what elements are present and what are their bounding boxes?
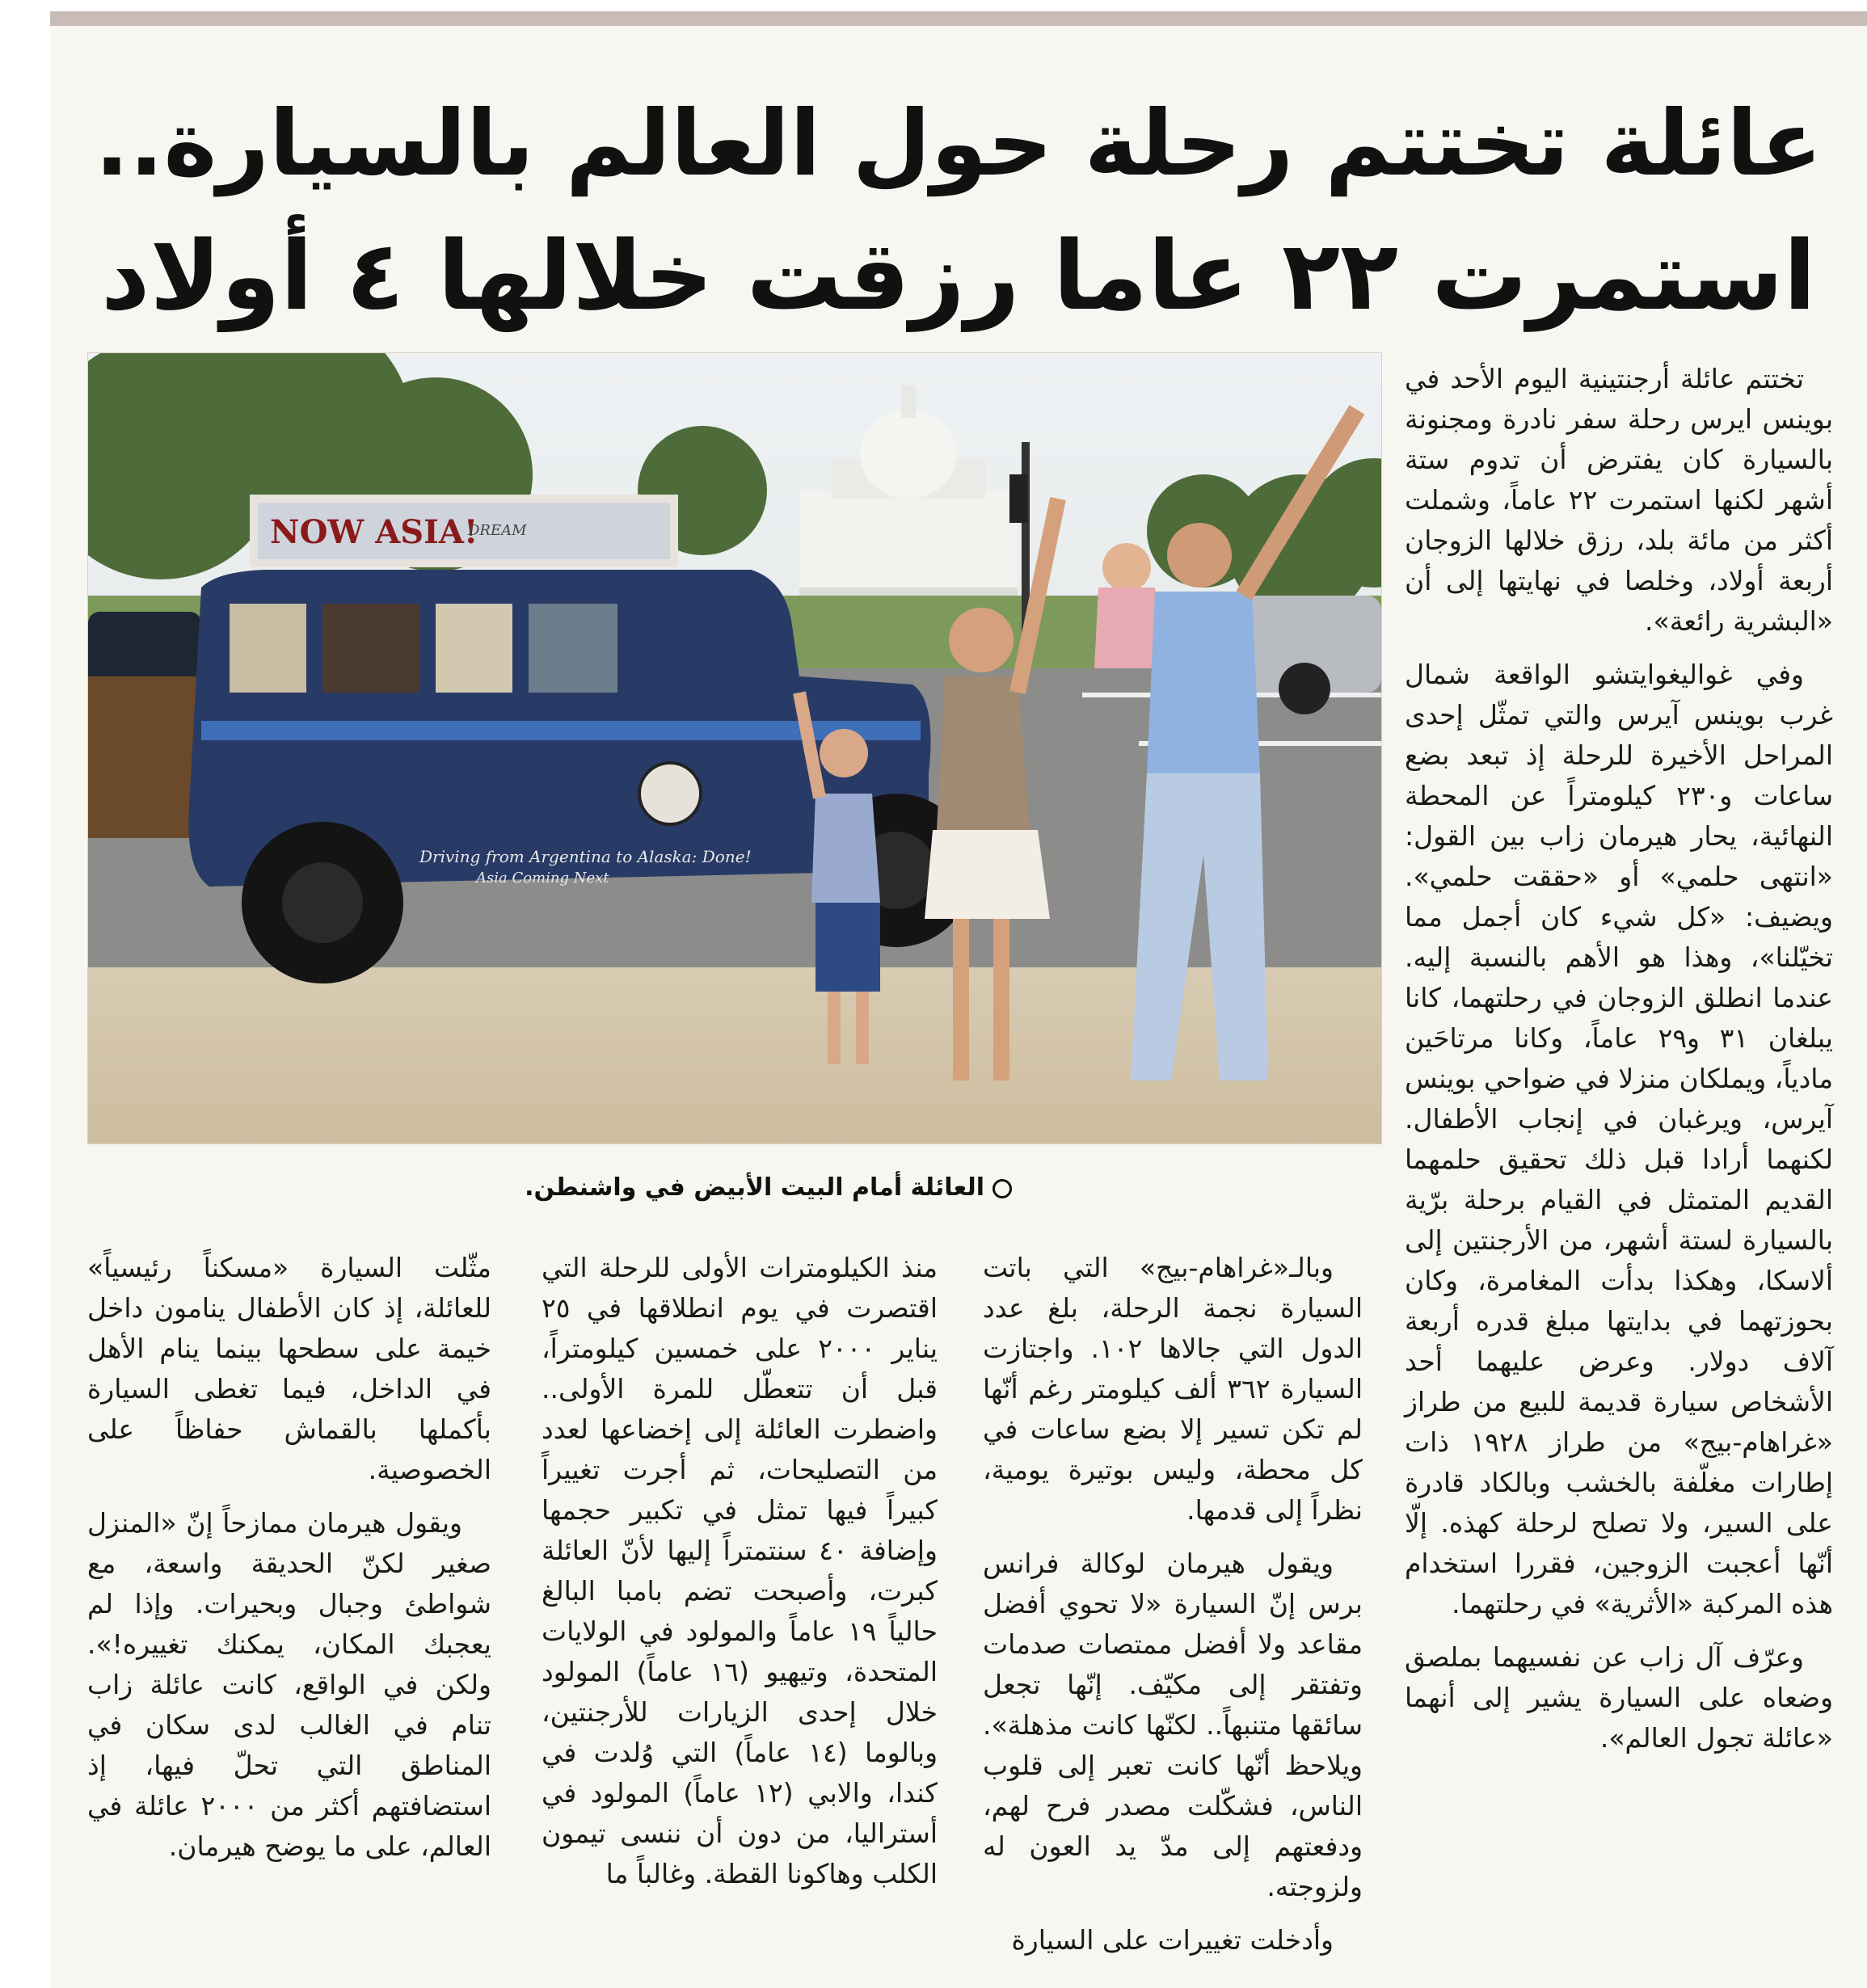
roof-sign-text: NOW ASIA! <box>270 513 478 551</box>
paragraph: وعرّف آل زاب عن نفسيهما بملصق وضعاه على السيارة يشير إلى أنهما «عائلة تجول العالم». <box>1405 1641 1833 1754</box>
car-slogan-line-2: Asia Coming Next <box>476 870 609 887</box>
caption-bullet-icon <box>993 1179 1012 1198</box>
headline-line-1: عائلة تختتم رحلة حول العالم بالسيارة.. <box>95 91 1823 196</box>
paragraph: وفي غواليغوايتشو الواقعة شمال غرب بوينس آيرس والتي تمثّل إحدى المراحل الأخيرة للرحلة إذ تبعد بضع ساعات و٢٣٠ كيلومتراً عن المحطة النهائية، يحار هيرمان زاب بين القول: «انتهى حلمي» أو «حققت حلمي». ويضيف: «كل شيء كان أجمل مما تخيّلنا»، وهذا هو الأهم بالنسبة إليه. عندما انطلق الزوجان في رحلتهما، كانا يبلغان ٣١ و٢٩ عاماً، وكانا مرتاحَين مادياً، ويملكان منزلا في ضواحي بوينس آيرس، ويرغبان في إنجاب الأطفال. لكنهما أرادا قبل ذلك تحقيق حلمهما القديم المتمثل في القيام برحلة برّية بالسيارة لستة أشهر، من الأرجنتين إلى ألاسكا، وهكذا بدأت المغامرة، وكان بحوزتهما في بدايتها مبلغ قدره أربعة آلاف دولار. وعرض عليهما أحد الأشخاص سيارة قديمة للبيع من طراز «غراهام-بيج» من طراز ١٩٢٨ ذات إطارات مغلّفة بالخشب وبالكاد قادرة على السير، ولا تصلح لرحلة كهذه. إلّا أنّها أعجبت الزوجين، فقررا استخدام هذه المركبة «الأثرية» في رحلتهما. <box>1405 659 1833 1619</box>
paragraph: منذ الكيلومترات الأولى للرحلة التي اقتصرت في يوم انطلاقها في ٢٥ يناير ٢٠٠٠ على خمسين كيلومتراً، قبل أن تتعطّل للمرة الأولى.. واضطرت العائلة إلى إخضاعها لعدد من التصليحات، ثم أجرت تغييراً كبيراً فيها تمثل في تكبير حجمها وإضافة ٤٠ سنتمتراً إليها لأنّ العائلة كبرت، وأصبحت تضم بامبا البالغ حالياً ١٩ عاماً والمولود في الولايات المتحدة، وتيهيو (١٦ عاماً) المولود خلال إحدى الزيارات للأرجنتين، وبالوما (١٤ عاماً) التي وُلدت في كندا، والابي (١٢ عاماً) المولود في أستراليا، من دون أن ننسى تيمون الكلب وهاكونا القطة. وغالباً ما <box>542 1252 938 1889</box>
roof-sign-subtext: DREAM <box>468 522 527 539</box>
paragraph: وأدخلت تغييرات على السيارة <box>1011 1924 1334 1956</box>
headline-line-2: استمرت ٢٢ عاما رزقت خلالها ٤ أولاد <box>101 220 1816 331</box>
paragraph: تختتم عائلة أرجنتينية اليوم الأحد في بوينس ايرس رحلة سفر نادرة ومجنونة بالسيارة كان يفترض أن تدوم ستة أشهر لكنها استمرت ٢٢ عاماً، وشملت أكثر من مائة بلد، رزق خلالها الزوجان أربعة أولاد، وخلصا في نهايتها إلى أن «البشرية رائعة». <box>1405 363 1833 637</box>
family-photo <box>87 352 1382 1144</box>
paragraph: مثّلت السيارة «مسكناً رئيسياً» للعائلة، إذ كان الأطفال ينامون داخل خيمة على سطحها بينما ينام الأهل في الداخل، فيما تغطى السيارة بأكملها بالقماش حفاظاً على الخصوصية. <box>87 1252 491 1485</box>
paragraph: ويقول هيرمان لوكالة فرانس برس إنّ السيارة «لا تحوي أفضل مقاعد ولا أفضل ممتصات صدمات وتفتقر إلى مكيّف. إنّها تجعل سائقها متنبهاً.. لكنّها كانت مذهلة». ويلاحظ أنّها كانت تعبر إلى قلوب الناس، فشكّلت مصدر فرح لهم، ودفعتهم إلى مدّ يد العون له ولزوجته. <box>983 1548 1363 1902</box>
article-column-right <box>1405 359 1833 1771</box>
car-slogan-line-1: Driving from Argentina to Alaska: Done! <box>419 847 752 866</box>
photo-caption <box>470 1173 1012 1202</box>
newspaper-page <box>50 11 1867 1988</box>
paragraph: ويقول هيرمان ممازحاً إنّ «المنزل صغير لكنّ الحديقة واسعة، مع شواطئ وجبال وبحيرات. وإذا لم يعجبك المكان، يمكنك تغييره!». ولكن في الواقع، كانت عائلة زاب تنام في الغالب لدى سكان في المناطق التي تحلّ فيها، إذ استضافتهم أكثر من ٢٠٠٠ عائلة في العالم، على ما يوضح هيرمان. <box>87 1507 491 1862</box>
article-column-bottom-1 <box>983 1248 1363 1973</box>
article-column-bottom-3 <box>87 1248 491 1880</box>
photo-caption-text: العائلة أمام البيت الأبيض في واشنطن. <box>525 1173 984 1202</box>
paragraph: وبالـ«غراهام-بيج» التي باتت السيارة نجمة الرحلة، بلغ عدد الدول التي جالاها ١٠٢. واجتازت السيارة ٣٦٢ ألف كيلومتر رغم أنّها لم تكن تسير إلا بضع ساعات في كل محطة، وليس بوتيرة يومية، نظراً إلى قدمها. <box>983 1252 1363 1526</box>
article-column-bottom-2 <box>542 1248 938 1907</box>
